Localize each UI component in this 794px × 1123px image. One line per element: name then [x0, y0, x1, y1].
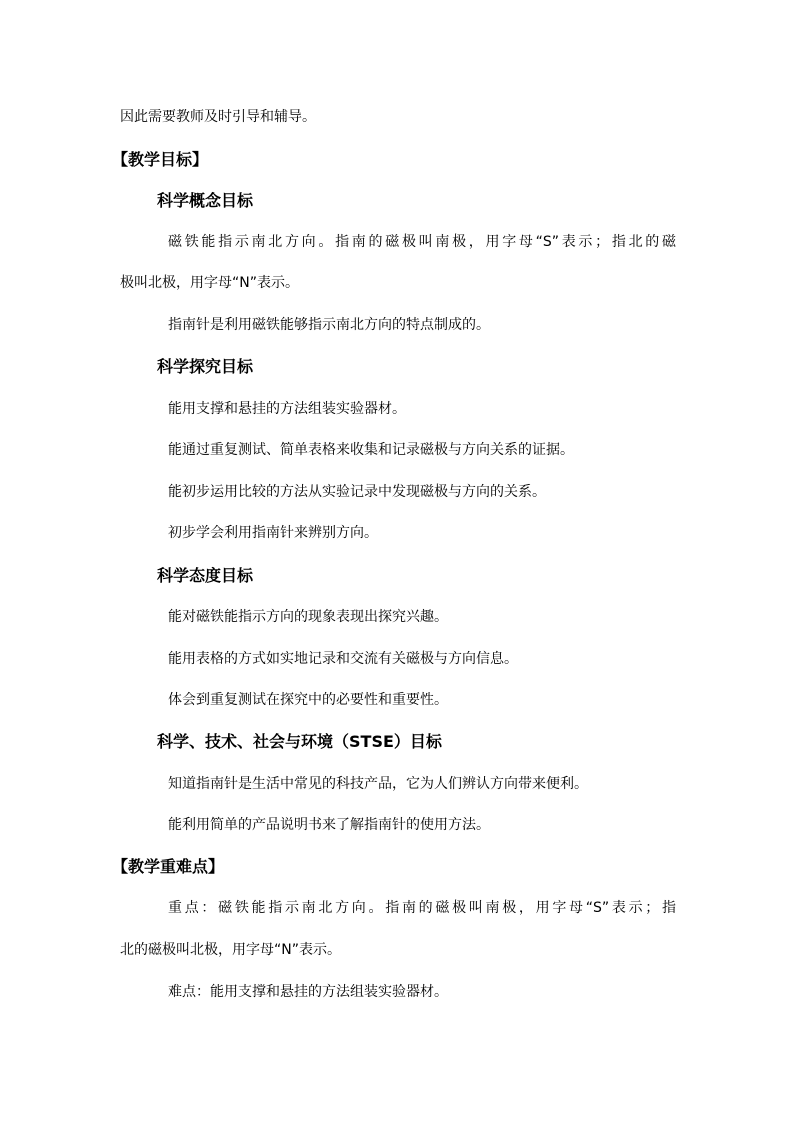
concept-paragraph-2: 指南针是利用磁铁能够指示南北方向的特点制成的。	[168, 317, 490, 333]
difficulty-point: 难点：能用支撑和悬挂的方法组装实验器材。	[168, 984, 448, 1000]
stse-item: 能利用简单的产品说明书来了解指南针的使用方法。	[168, 817, 490, 833]
attitude-item: 能用表格的方式如实地记录和交流有关磁极与方向信息。	[168, 651, 518, 667]
intro-text: 因此需要教师及时引导和辅导。	[120, 109, 316, 125]
key-point-line1: 重点：磁铁能指示南北方向。指南的磁极叫南极，用字母“S”表示；指	[168, 900, 676, 916]
key-point-line2: 北的磁极叫北极，用字母“N”表示。	[120, 942, 341, 958]
attitude-item: 体会到重复测试在探究中的必要性和重要性。	[168, 692, 448, 708]
subheading-stse: 科学、技术、社会与环境（STSE）目标	[157, 732, 442, 751]
inquiry-item: 能用支撑和悬挂的方法组装实验器材。	[168, 401, 406, 417]
inquiry-item: 能通过重复测试、简单表格来收集和记录磁极与方向关系的证据。	[168, 442, 574, 458]
subheading-inquiry: 科学探究目标	[157, 357, 254, 376]
subheading-attitude: 科学态度目标	[157, 566, 254, 585]
inquiry-item: 能初步运用比较的方法从实验记录中发现磁极与方向的关系。	[168, 484, 546, 500]
subheading-concept: 科学概念目标	[157, 191, 254, 210]
section-heading-goals: 【教学目标】	[112, 150, 209, 169]
attitude-item: 能对磁铁能指示方向的现象表现出探究兴趣。	[168, 609, 448, 625]
stse-item: 知道指南针是生活中常见的科技产品，它为人们辨认方向带来便利。	[168, 776, 588, 792]
concept-paragraph-line2: 极叫北极，用字母“N”表示。	[120, 275, 299, 291]
inquiry-item: 初步学会利用指南针来辨别方向。	[168, 525, 378, 541]
section-heading-key-points: 【教学重难点】	[112, 857, 225, 876]
concept-paragraph-line1: 磁铁能指示南北方向。指南的磁极叫南极，用字母“S”表示；指北的磁	[168, 234, 676, 250]
